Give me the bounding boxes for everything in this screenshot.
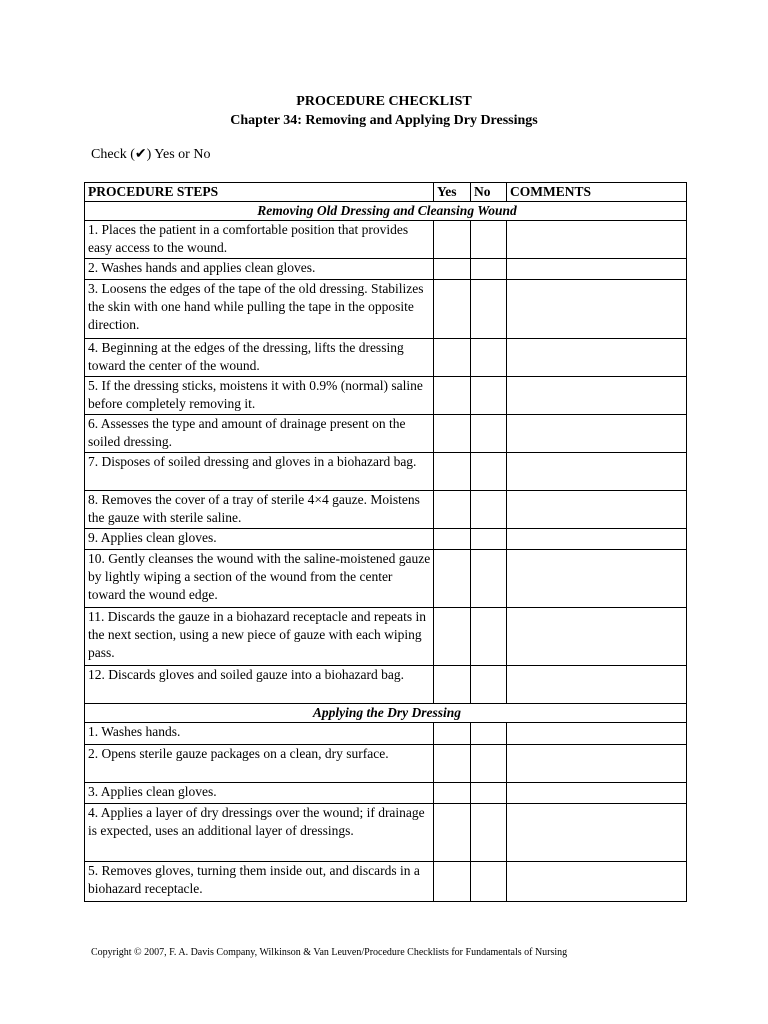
procedure-step-text: 6. Assesses the type and amount of drainage present on the soiled dressing. (85, 415, 434, 453)
page-subtitle: Chapter 34: Removing and Applying Dry Dressings (230, 113, 538, 128)
table-row (85, 280, 687, 339)
yes-check-cell[interactable] (434, 280, 471, 339)
table-row (85, 415, 687, 453)
no-check-cell[interactable] (471, 339, 507, 377)
table-row (85, 221, 687, 259)
table-row (85, 666, 687, 704)
no-check-cell[interactable] (471, 280, 507, 339)
yes-check-cell[interactable] (434, 339, 471, 377)
procedure-step-text: 7. Disposes of soiled dressing and gloves in a biohazard bag. (85, 453, 434, 491)
table-row (85, 259, 687, 280)
comments-cell[interactable] (507, 529, 687, 550)
table-row (85, 804, 687, 862)
table-row (85, 491, 687, 529)
yes-check-cell[interactable] (434, 745, 471, 783)
no-check-cell[interactable] (471, 491, 507, 529)
yes-check-cell[interactable] (434, 259, 471, 280)
no-check-cell[interactable] (471, 608, 507, 666)
comments-cell[interactable] (507, 339, 687, 377)
procedure-step-text: 10. Gently cleanses the wound with the saline-moistened gauze by lightly wiping a section of the wound from the center toward the wound edge. (85, 550, 434, 608)
yes-check-cell[interactable] (434, 377, 471, 415)
no-check-cell[interactable] (471, 745, 507, 783)
no-check-cell[interactable] (471, 804, 507, 862)
no-check-cell[interactable] (471, 529, 507, 550)
yes-check-cell[interactable] (434, 221, 471, 259)
table-row (85, 377, 687, 415)
table-header-row (85, 183, 687, 202)
comments-cell[interactable] (507, 259, 687, 280)
comments-cell[interactable] (507, 280, 687, 339)
comments-cell[interactable] (507, 453, 687, 491)
yes-check-cell[interactable] (434, 529, 471, 550)
procedure-step-text: 12. Discards gloves and soiled gauze into a biohazard bag. (85, 666, 434, 704)
no-check-cell[interactable] (471, 453, 507, 491)
table-row (85, 783, 687, 804)
no-check-cell[interactable] (471, 666, 507, 704)
table-row (85, 608, 687, 666)
yes-check-cell[interactable] (434, 608, 471, 666)
yes-check-cell[interactable] (434, 783, 471, 804)
table-row (85, 339, 687, 377)
comments-cell[interactable] (507, 666, 687, 704)
section-header-row (85, 202, 687, 221)
procedure-checklist-table (84, 182, 687, 902)
no-check-cell[interactable] (471, 221, 507, 259)
comments-cell[interactable] (507, 550, 687, 608)
yes-check-cell[interactable] (434, 862, 471, 902)
comments-cell[interactable] (507, 745, 687, 783)
procedure-step-text: 2. Opens sterile gauze packages on a clean, dry surface. (85, 745, 434, 783)
check-instruction: Check (✔) Yes or No (91, 147, 211, 162)
column-header-comments: COMMENTS (507, 183, 687, 202)
yes-check-cell[interactable] (434, 550, 471, 608)
table-row (85, 453, 687, 491)
procedure-step-text: 8. Removes the cover of a tray of sterile 4×4 gauze. Moistens the gauze with sterile saline. (85, 491, 434, 529)
table-row (85, 745, 687, 783)
page-title: PROCEDURE CHECKLIST (296, 94, 472, 109)
comments-cell[interactable] (507, 377, 687, 415)
procedure-step-text: 11. Discards the gauze in a biohazard receptacle and repeats in the next section, using a new piece of gauze with each wiping pass. (85, 608, 434, 666)
procedure-step-text: 9. Applies clean gloves. (85, 529, 434, 550)
procedure-step-text: 4. Beginning at the edges of the dressing, lifts the dressing toward the center of the wound. (85, 339, 434, 377)
comments-cell[interactable] (507, 783, 687, 804)
yes-check-cell[interactable] (434, 723, 471, 745)
column-header-no: No (471, 183, 507, 202)
checklist-body (85, 202, 687, 902)
procedure-step-text: 2. Washes hands and applies clean gloves. (85, 259, 434, 280)
section-header-row (85, 704, 687, 723)
yes-check-cell[interactable] (434, 491, 471, 529)
no-check-cell[interactable] (471, 377, 507, 415)
comments-cell[interactable] (507, 491, 687, 529)
yes-check-cell[interactable] (434, 666, 471, 704)
comments-cell[interactable] (507, 221, 687, 259)
table-row (85, 723, 687, 745)
no-check-cell[interactable] (471, 550, 507, 608)
procedure-step-text: 5. Removes gloves, turning them inside out, and discards in a biohazard receptacle. (85, 862, 434, 902)
procedure-step-text: 1. Washes hands. (85, 723, 434, 745)
table-row (85, 550, 687, 608)
yes-check-cell[interactable] (434, 415, 471, 453)
table-row (85, 529, 687, 550)
comments-cell[interactable] (507, 415, 687, 453)
procedure-step-text: 4. Applies a layer of dry dressings over the wound; if drainage is expected, uses an additional layer of dressings. (85, 804, 434, 862)
no-check-cell[interactable] (471, 862, 507, 902)
comments-cell[interactable] (507, 608, 687, 666)
comments-cell[interactable] (507, 804, 687, 862)
table-row (85, 862, 687, 902)
yes-check-cell[interactable] (434, 804, 471, 862)
comments-cell[interactable] (507, 862, 687, 902)
no-check-cell[interactable] (471, 415, 507, 453)
no-check-cell[interactable] (471, 259, 507, 280)
procedure-step-text: 5. If the dressing sticks, moistens it with 0.9% (normal) saline before completely removing it. (85, 377, 434, 415)
column-header-procedure-steps: PROCEDURE STEPS (85, 183, 434, 202)
procedure-step-text: 3. Applies clean gloves. (85, 783, 434, 804)
no-check-cell[interactable] (471, 723, 507, 745)
procedure-step-text: 3. Loosens the edges of the tape of the old dressing. Stabilizes the skin with one hand while pulling the tape in the opposite direction. (85, 280, 434, 339)
yes-check-cell[interactable] (434, 453, 471, 491)
comments-cell[interactable] (507, 723, 687, 745)
no-check-cell[interactable] (471, 783, 507, 804)
copyright-footer: Copyright © 2007, F. A. Davis Company, Wilkinson & Van Leuven/Procedure Checklists for Fundamentals of Nursing (91, 947, 568, 958)
procedure-step-text: 1. Places the patient in a comfortable position that provides easy access to the wound. (85, 221, 434, 259)
section-title: Removing Old Dressing and Cleansing Wound (85, 202, 687, 221)
column-header-yes: Yes (434, 183, 471, 202)
section-title: Applying the Dry Dressing (85, 704, 687, 723)
